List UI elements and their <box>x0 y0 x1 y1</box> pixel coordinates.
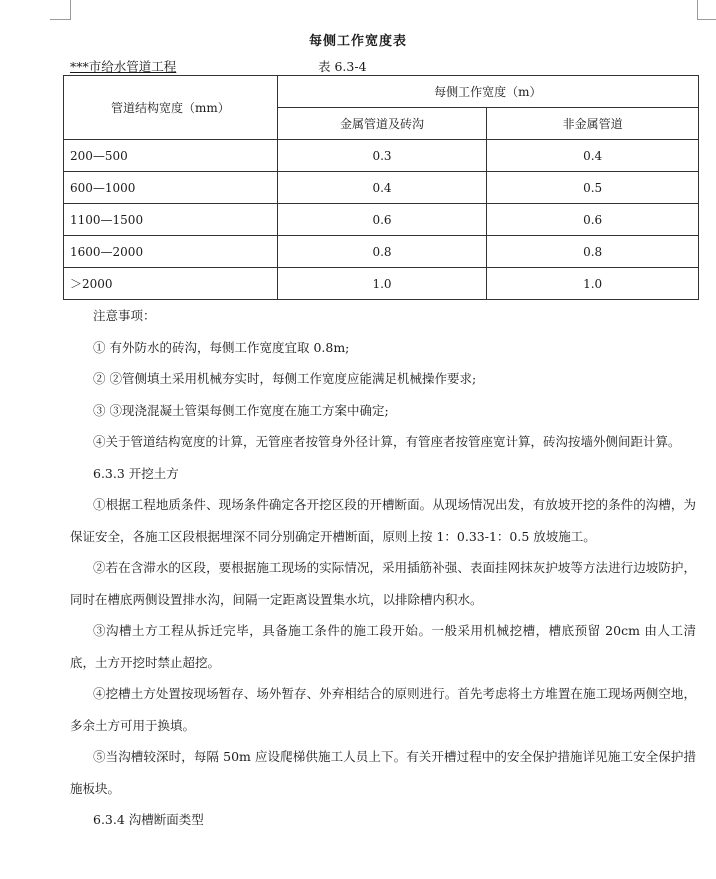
work-width-table <box>63 75 699 300</box>
crop-mark-left-h <box>50 19 71 20</box>
table-row <box>64 268 699 300</box>
note-item: ① 有外防水的砖沟，每侧工作宽度宜取 0.8m; <box>93 339 350 355</box>
paragraph: ⑤当沟槽较深时，每隔 50m 应设爬梯供施工人员上下。有关开槽过程中的安全保护措施详见施工安全保护措施板块。 <box>70 749 696 796</box>
next-section-heading: 6.3.4 沟槽断面类型 <box>93 812 204 827</box>
paragraph: ③沟槽土方工程从拆迁完毕，具备施工条件的施工段开始。一般采用机械挖槽，槽底预留 20cm 由人工清底，土方开挖时禁止超挖。 <box>70 623 696 670</box>
note-item: ③ ③现浇混凝土管渠每侧工作宽度在施工方案中确定; <box>93 402 389 418</box>
cell-nonmetal: 0.8 <box>487 236 699 268</box>
table-number: 表 6.3-4 <box>318 59 367 74</box>
cell-metal: 0.3 <box>277 140 487 172</box>
cell-range: 600—1000 <box>64 172 278 204</box>
cell-metal: 0.6 <box>277 204 487 236</box>
cell-range: 1600—2000 <box>64 236 278 268</box>
section-heading: 6.3.3 开挖土方 <box>93 465 179 481</box>
header-metal: 金属管道及砖沟 <box>277 108 487 140</box>
table-row <box>64 172 699 204</box>
crop-mark-right-h <box>697 19 716 20</box>
table-row <box>64 204 699 236</box>
cell-nonmetal: 0.4 <box>487 140 699 172</box>
table-row <box>64 140 699 172</box>
header-nonmetal: 非金属管道 <box>487 108 699 140</box>
cell-range: 200—500 <box>64 140 278 172</box>
table-row <box>64 236 699 268</box>
cell-range: 1100—1500 <box>64 204 278 236</box>
header-work-width: 每侧工作宽度（m） <box>277 76 698 108</box>
cell-nonmetal: 0.5 <box>487 172 699 204</box>
paragraph: ①根据工程地质条件、现场条件确定各开挖区段的开槽断面。从现场情况出发，有放坡开挖的条件的沟槽，为保证安全，各施工区段根据埋深不同分别确定开槽断面，原则上按 1：0.33-1：0.5 放坡施工。 <box>70 497 696 544</box>
table-title: 每侧工作宽度表 <box>308 34 407 49</box>
cell-nonmetal: 1.0 <box>487 268 699 300</box>
paragraph: ②若在含滞水的区段，要根据施工现场的实际情况，采用插筋补强、表面挂网抹灰护坡等方法进行边坡防护，同时在槽底两侧设置排水沟，间隔一定距离设置集水坑，以排除槽内积水。 <box>70 560 696 607</box>
cell-metal: 1.0 <box>277 268 487 300</box>
note-item: ② ②管侧填土采用机械夯实时，每侧工作宽度应能满足机械操作要求; <box>93 371 477 386</box>
table-header-row <box>64 76 699 108</box>
crop-mark-right-v <box>697 0 698 19</box>
document-body <box>70 300 696 836</box>
header-pipe-width: 管道结构宽度（mm） <box>64 76 278 140</box>
cell-nonmetal: 0.6 <box>487 204 699 236</box>
crop-mark-left-v <box>70 0 71 19</box>
project-name: ***市给水管道工程 <box>70 59 177 74</box>
notes-heading: 注意事项： <box>93 308 156 323</box>
cell-metal: 0.4 <box>277 172 487 204</box>
cell-metal: 0.8 <box>277 236 487 268</box>
paragraph: ④挖槽土方处置按现场暂存、场外暂存、外弃相结合的原则进行。首先考虑将土方堆置在施工现场两侧空地，多余土方可用于换填。 <box>70 686 696 733</box>
cell-range: ＞2000 <box>64 268 278 300</box>
note-item: ④关于管道结构宽度的计算，无管座者按管身外径计算，有管座者按管座宽计算，砖沟按墙外侧间距计算。 <box>93 434 681 449</box>
